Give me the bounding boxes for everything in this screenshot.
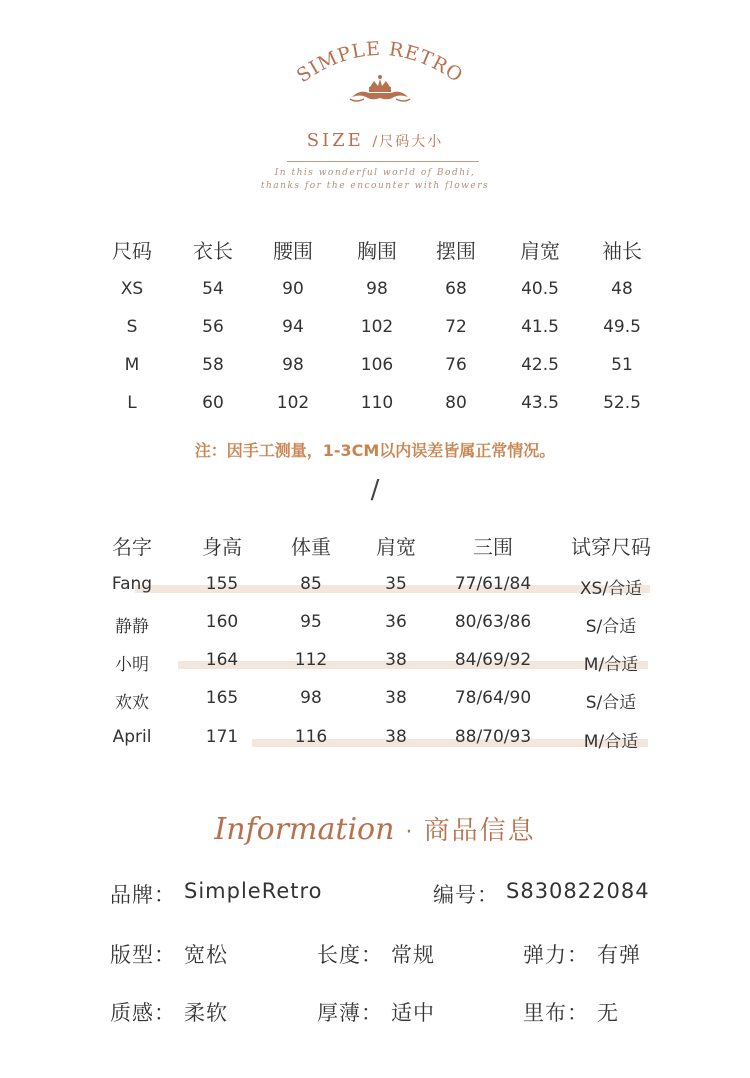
table-cell: 80 [445,393,467,413]
thickness-value: 适中 [391,1001,435,1025]
table-cell: 165 [205,688,239,708]
table-cell: 静静 [115,617,149,637]
table-cell: M/合适 [583,732,639,752]
information-title-cn: 商品信息 [423,816,536,846]
slogan-line-1: In this wonderful world of Bodhi, [274,168,476,178]
table-cell: 80/63/86 [454,612,532,632]
table-cell: 41.5 [521,317,559,337]
table-cell: 36 [385,612,407,632]
table-cell: 49.5 [603,317,641,337]
table-cell: 95 [300,612,322,632]
table-cell: 欢欢 [115,693,149,713]
table-cell: 85 [300,574,322,594]
table-cell: S/合适 [585,617,637,637]
table-cell: 68 [445,279,467,299]
table-cell: 84/69/92 [454,650,532,670]
table-cell: 60 [202,393,224,413]
code-value: S830822084 [506,879,650,903]
table-cell: XS [120,279,144,299]
table-cell: 72 [445,317,467,337]
table-cell: 116 [294,727,328,747]
fit-label: 版型： [110,943,176,967]
stretch-value: 有弹 [597,943,641,967]
table-cell: 小明 [115,655,149,675]
table-cell: 90 [282,279,304,299]
column-header: 三围 [473,535,513,559]
table-cell: 88/70/93 [454,727,532,747]
column-header: 名字 [112,535,152,559]
table-cell: 43.5 [521,393,559,413]
column-header: 肩宽 [520,239,560,263]
column-header: 袖长 [602,239,642,263]
stretch-label: 弹力： [523,943,589,967]
brand-name: SIMPLE RETRO [292,37,468,88]
table-cell: 160 [205,612,239,632]
table-cell: 98 [366,279,388,299]
column-header: 试穿尺码 [571,535,651,559]
table-cell: 94 [282,317,304,337]
crown-ornament-icon [350,75,410,101]
lining-label: 里布： [523,1001,589,1025]
fit-value: 宽松 [184,943,228,967]
table-cell: 48 [611,279,633,299]
table-cell: 102 [276,393,310,413]
table-cell: 51 [611,355,633,375]
table-cell: S [126,317,138,337]
table-cell: 40.5 [521,279,559,299]
table-cell: 110 [360,393,394,413]
table-cell: XS/合适 [579,579,643,599]
thickness-label: 厚薄： [317,1001,383,1025]
table-cell: Fang [111,574,153,594]
table-cell: 38 [385,688,407,708]
table-cell: 42.5 [521,355,559,375]
lining-value: 无 [597,1001,619,1025]
title-divider [287,161,479,162]
table-cell: 38 [385,650,407,670]
table-cell: 78/64/90 [454,688,532,708]
table-cell: 52.5 [603,393,641,413]
brand-value: SimpleRetro [184,879,323,903]
table-cell: 77/61/84 [454,574,532,594]
table-cell: 38 [385,727,407,747]
section-divider: / [370,475,380,505]
row-highlight-band [178,661,648,669]
table-cell: S/合适 [585,693,637,713]
information-title [0,810,750,847]
slogan-line-2: thanks for the encounter with flowers [260,181,490,191]
size-title-en: SIZE [306,130,364,151]
table-cell: 98 [300,688,322,708]
table-cell: L [127,393,137,413]
table-cell: M/合适 [583,655,639,675]
column-header: 腰围 [273,239,313,263]
table-cell: 76 [445,355,467,375]
table-cell: 54 [202,279,224,299]
code-label: 编号： [433,883,499,907]
table-cell: 98 [282,355,304,375]
table-cell: 112 [294,650,328,670]
size-section-title [0,130,750,151]
length-label: 长度： [317,943,383,967]
brand-label: 品牌： [110,883,176,907]
measurement-note: 注：因手工测量，1-3CM以内误差皆属正常情况。 [194,441,556,460]
table-cell: 155 [205,574,239,594]
texture-label: 质感： [110,1001,176,1025]
table-cell: 164 [205,650,239,670]
column-header: 身高 [202,535,242,559]
table-cell: 56 [202,317,224,337]
table-cell: 102 [360,317,394,337]
column-header: 摆围 [436,239,476,263]
column-header: 肩宽 [376,535,416,559]
information-title-script: Information [214,812,395,847]
column-header: 尺码 [112,239,152,263]
table-cell: M [124,355,140,375]
information-title-dot: · [405,820,413,845]
table-cell: April [112,727,152,747]
column-header: 体重 [291,535,331,559]
table-cell: 35 [385,574,407,594]
brand-logo [290,30,470,120]
table-cell: 106 [360,355,394,375]
table-cell: 58 [202,355,224,375]
texture-value: 柔软 [184,1001,228,1025]
column-header: 衣长 [193,239,233,263]
size-title-cn: /尺码大小 [372,134,444,150]
column-header: 胸围 [357,239,397,263]
table-cell: 171 [205,727,239,747]
length-value: 常规 [391,943,435,967]
